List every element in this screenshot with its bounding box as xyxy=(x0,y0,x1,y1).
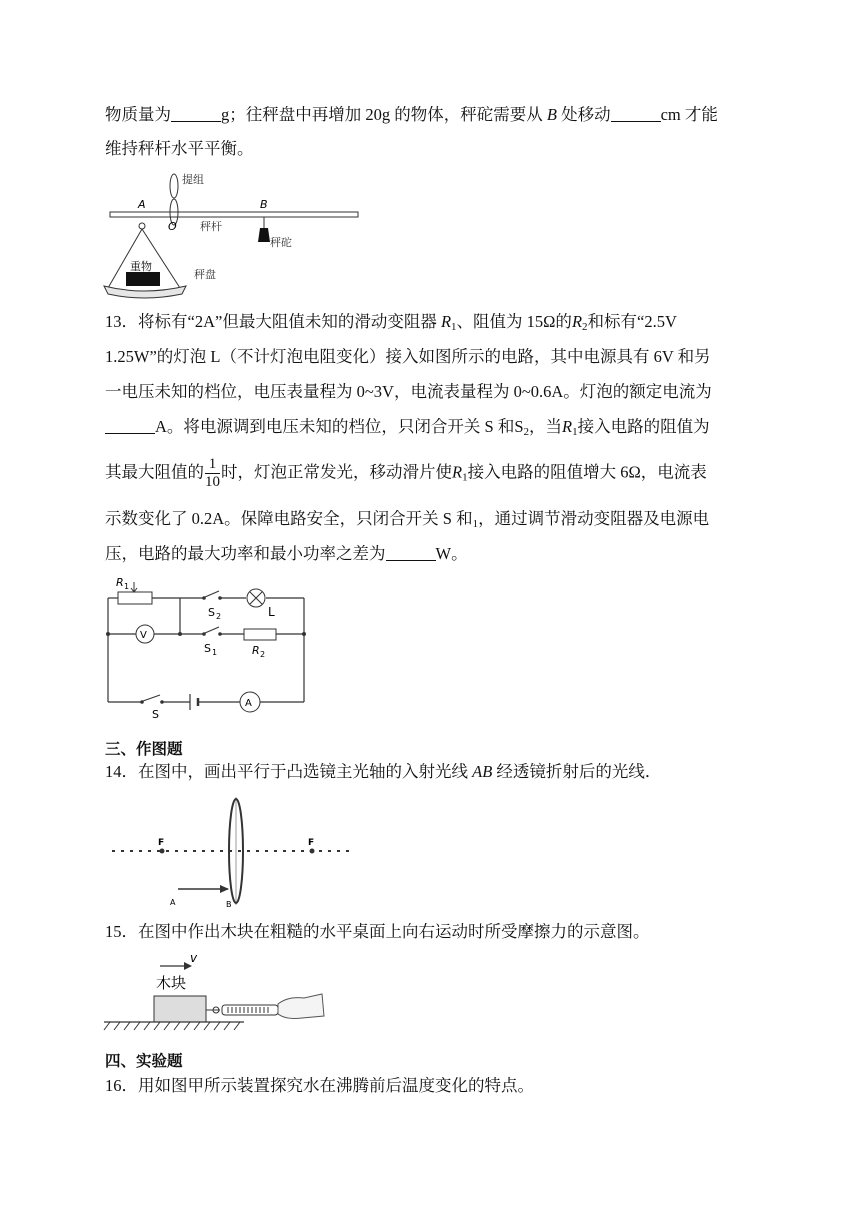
label-velocity: v xyxy=(190,951,198,965)
q12-line-1 xyxy=(105,104,718,126)
steelyard-figure xyxy=(100,168,360,298)
symbol-s: S xyxy=(514,417,524,436)
hand-icon xyxy=(278,994,324,1019)
q15-line xyxy=(105,921,650,943)
label-r1-sub: 1 xyxy=(124,582,130,591)
q13-text: W。 xyxy=(435,544,468,563)
question-number: 15． xyxy=(105,922,138,941)
label-b: B xyxy=(260,198,268,211)
label-r2-sub: 2 xyxy=(260,650,266,659)
q13-text: ，通过调节滑动变阻器及电源电 xyxy=(478,509,710,528)
label-f-left: F xyxy=(158,838,165,848)
lens-figure xyxy=(110,795,360,910)
var-b: B xyxy=(546,105,557,124)
focus-left xyxy=(160,849,165,854)
label-o: O xyxy=(168,220,177,233)
label-s1-sub: 1 xyxy=(212,648,218,657)
q13-line-3: 一电压未知的档位，电压表量程为 0~3V，电流表量程为 0~0.6A。灯泡的额定电流为 xyxy=(105,382,712,401)
q13-line-6 xyxy=(105,508,709,535)
q14-text: 经透镜折射后的光线． xyxy=(496,762,662,781)
focus-right xyxy=(310,849,315,854)
sub: 2 xyxy=(582,321,588,333)
question-number: 16． xyxy=(105,1076,138,1095)
q13-text: 压，电路的最大功率和最小功率之差为 xyxy=(105,544,386,563)
block-figure xyxy=(104,950,326,1035)
question-number: 13． xyxy=(105,312,138,331)
q12-text: 处移动 xyxy=(561,105,611,124)
q13-text: 接入电路的阻值为 xyxy=(577,417,710,436)
q14-line xyxy=(105,761,661,783)
fraction xyxy=(205,456,220,491)
label-object: 重物 xyxy=(130,260,152,273)
sub: 1 xyxy=(451,321,457,333)
beam xyxy=(110,212,358,217)
object-block xyxy=(126,272,160,286)
q13-line-1 xyxy=(105,311,677,338)
answer-blank[interactable] xyxy=(171,105,221,122)
slider-arrow xyxy=(131,582,137,592)
q13-text: 示数变化了 0.2A。保障电路安全，只闭合开关 S 和 xyxy=(105,509,473,528)
label-lamp: L xyxy=(268,605,275,619)
q13-line-2: 1.25W”的灯泡 L（不计灯泡电阻变化）接入如图所示的电路，其中电源具有 6V 和另 xyxy=(105,347,711,366)
var-ab: AB xyxy=(472,762,493,781)
wood-block xyxy=(154,996,206,1022)
label-voltmeter: V xyxy=(140,630,147,641)
label-pan: 秤盘 xyxy=(194,268,216,281)
answer-blank[interactable] xyxy=(611,105,661,122)
symbol-r: R xyxy=(440,312,452,331)
frac-num: 1 xyxy=(205,456,220,474)
q16-line xyxy=(105,1075,534,1097)
q13-line-5 xyxy=(105,456,707,491)
q16-text: 用如图甲所示装置探究水在沸腾前后温度变化的特点。 xyxy=(138,1076,534,1095)
symbol-r: R xyxy=(452,462,463,482)
label-r2: R xyxy=(252,644,260,657)
label-s: S xyxy=(152,708,159,721)
hook xyxy=(139,223,145,229)
spring-scale-icon xyxy=(222,1005,278,1015)
q13-line-7 xyxy=(105,543,468,565)
q12-text: 物质量为 xyxy=(105,105,171,124)
circuit-figure xyxy=(100,570,320,720)
symbol-r: R xyxy=(571,312,583,331)
q13-text: ，当 xyxy=(529,417,563,436)
label-lift-cord: 提组 xyxy=(182,173,204,186)
table-hatching xyxy=(104,1022,240,1030)
section-title-drawing: 三、作图题 xyxy=(105,740,183,758)
section-title-experiment: 四、实验题 xyxy=(105,1052,183,1070)
arrow-icon xyxy=(220,885,229,893)
symbol-r: R xyxy=(562,417,573,436)
q15-text: 在图中作出木块在粗糙的水平桌面上向右运动时所受摩擦力的示意图。 xyxy=(138,922,650,941)
label-b: B xyxy=(226,900,232,909)
label-s2: S xyxy=(208,606,215,619)
answer-blank[interactable] xyxy=(105,417,155,434)
pan xyxy=(104,286,186,298)
label-a: A xyxy=(138,198,146,211)
label-block: 木块 xyxy=(156,974,187,992)
sub: 1 xyxy=(472,518,479,530)
label-ammeter: A xyxy=(245,698,252,709)
sub: 1 xyxy=(572,426,578,438)
q13-line-4 xyxy=(105,416,710,443)
q12-text: g；往秤盘中再增加 20g 的物体，秤砣需要从 xyxy=(221,105,543,124)
q13-text: 接入电路的阻值增大 6Ω，电流表 xyxy=(467,462,707,482)
q13-text: 其最大阻值的 xyxy=(105,462,204,482)
frac-den: 10 xyxy=(205,474,220,490)
sub: 1 xyxy=(462,471,468,484)
label-weight: 秤砣 xyxy=(270,236,292,249)
q13-text: 将标有“2A”但最大阻值未知的滑动变阻器 xyxy=(138,312,437,331)
q12-line-2: 维持秤杆水平平衡。 xyxy=(105,139,254,158)
q13-text: 、阻值为 15Ω的 xyxy=(456,312,572,331)
label-s1: S xyxy=(204,642,211,655)
q12-text: cm 才能 xyxy=(660,105,718,124)
r2-resistor xyxy=(244,629,276,640)
weight-icon xyxy=(258,228,270,242)
q13-text: A。将电源调到电压未知的档位，只闭合开关 S 和 xyxy=(155,417,515,436)
lift-cord xyxy=(170,174,178,198)
r1-resistor xyxy=(118,592,152,604)
label-r1: R xyxy=(116,576,124,589)
label-beam: 秤杆 xyxy=(200,220,222,233)
q14-text: 在图中，画出平行于凸选镜主光轴的入射光线 xyxy=(138,762,468,781)
q13-text: 时，灯泡正常发光，移动滑片使 xyxy=(221,462,452,482)
label-f-right: F xyxy=(308,838,315,848)
question-number: 14． xyxy=(105,762,138,781)
sub: 2 xyxy=(523,426,530,438)
label-s2-sub: 2 xyxy=(216,612,222,621)
q13-text: 和标有“2.5V xyxy=(587,312,677,331)
answer-blank[interactable] xyxy=(386,544,436,561)
label-a: A xyxy=(170,898,176,907)
